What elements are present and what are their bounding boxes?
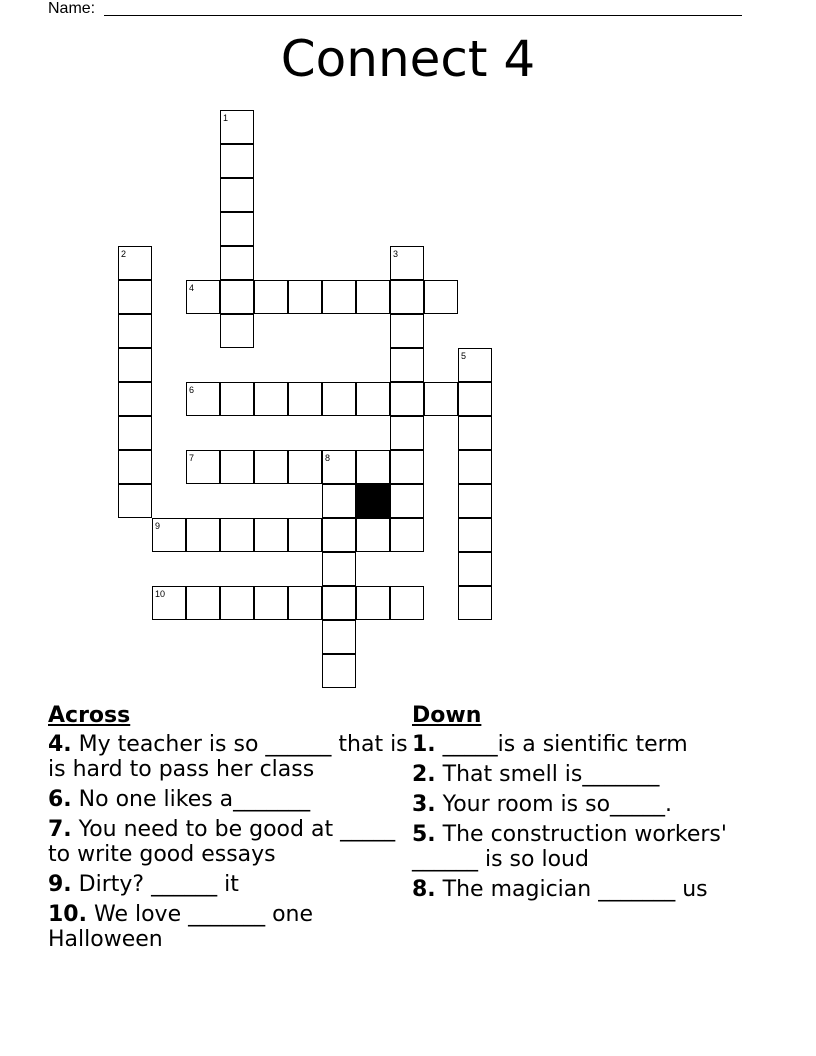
grid-cell[interactable]: [458, 348, 492, 382]
cell-number: 3: [393, 249, 399, 259]
cell-number: 7: [189, 453, 195, 463]
grid-cell[interactable]: [424, 280, 458, 314]
grid-cell[interactable]: [220, 314, 254, 348]
clue-item: [48, 902, 408, 952]
grid-cell[interactable]: [152, 586, 186, 620]
grid-cell[interactable]: [254, 450, 288, 484]
grid-cell[interactable]: [390, 348, 424, 382]
clue-item: [48, 787, 408, 812]
clue-text: We love _______ one Halloween: [48, 902, 314, 952]
grid-cell[interactable]: [254, 518, 288, 552]
cell-number: 1: [223, 113, 229, 123]
grid-cell[interactable]: [322, 518, 356, 552]
grid-cell[interactable]: [186, 586, 220, 620]
grid-cell[interactable]: [322, 552, 356, 586]
grid-cell[interactable]: [118, 382, 152, 416]
grid-cell[interactable]: [458, 416, 492, 450]
grid-cell[interactable]: [186, 518, 220, 552]
grid-cell[interactable]: [220, 518, 254, 552]
clue-number: 4.: [48, 732, 72, 757]
grid-cell[interactable]: [322, 280, 356, 314]
grid-cell[interactable]: [390, 382, 424, 416]
clue-text: No one likes a_______: [78, 787, 311, 812]
grid-cell[interactable]: [390, 416, 424, 450]
grid-cell[interactable]: [424, 382, 458, 416]
grid-cell[interactable]: [118, 314, 152, 348]
grid-cell[interactable]: [390, 484, 424, 518]
grid-cell[interactable]: [390, 586, 424, 620]
grid-cell[interactable]: [254, 280, 288, 314]
grid-cell[interactable]: [390, 314, 424, 348]
clue-text: That smell is_______: [442, 762, 660, 787]
clue-item: [412, 762, 772, 787]
grid-cell[interactable]: [288, 382, 322, 416]
grid-cell[interactable]: [254, 586, 288, 620]
grid-cell[interactable]: [118, 246, 152, 280]
clue-text: Your room is so_____.: [442, 792, 673, 817]
grid-cell[interactable]: [118, 450, 152, 484]
grid-cell[interactable]: [322, 620, 356, 654]
clue-text: Dirty? ______ it: [78, 872, 239, 897]
grid-cell[interactable]: [220, 110, 254, 144]
grid-cell[interactable]: [118, 348, 152, 382]
grid-cell[interactable]: [288, 518, 322, 552]
clue-item: [48, 872, 408, 897]
grid-cell[interactable]: [458, 586, 492, 620]
clue-list: [48, 732, 408, 952]
grid-cell[interactable]: [220, 246, 254, 280]
clue-number: 6.: [48, 787, 72, 812]
clue-text: The magician _______ us: [442, 877, 708, 902]
grid-cell[interactable]: [152, 518, 186, 552]
black-cell: [356, 484, 390, 518]
clue-item: [48, 732, 408, 782]
grid-cell[interactable]: [288, 586, 322, 620]
cell-number: 9: [155, 521, 161, 531]
grid-cell[interactable]: [390, 246, 424, 280]
grid-cell[interactable]: [288, 280, 322, 314]
grid-cell[interactable]: [118, 280, 152, 314]
grid-cell[interactable]: [186, 280, 220, 314]
grid-cell[interactable]: [458, 450, 492, 484]
grid-cell[interactable]: [322, 484, 356, 518]
clue-item: [412, 877, 772, 902]
grid-cell[interactable]: [356, 382, 390, 416]
down-heading: Down: [412, 703, 482, 728]
clue-number: 8.: [412, 877, 436, 902]
clue-number: 10.: [48, 902, 87, 927]
clue-number: 3.: [412, 792, 436, 817]
grid-cell[interactable]: [288, 450, 322, 484]
clue-list: [412, 732, 772, 902]
grid-cell[interactable]: [254, 382, 288, 416]
cell-number: 6: [189, 385, 195, 395]
grid-cell[interactable]: [220, 178, 254, 212]
clue-number: 1.: [412, 732, 436, 757]
cell-number: 2: [121, 249, 127, 259]
clue-item: [412, 732, 772, 757]
down-clues: [412, 703, 772, 907]
clue-number: 9.: [48, 872, 72, 897]
grid-cell[interactable]: [322, 586, 356, 620]
clue-text: The construction workers' ______ is so loud: [412, 822, 727, 872]
across-heading: Across: [48, 703, 131, 728]
page-title: Connect 4: [280, 30, 536, 88]
grid-cell[interactable]: [220, 382, 254, 416]
grid-cell[interactable]: [118, 416, 152, 450]
grid-cell[interactable]: [356, 450, 390, 484]
grid-cell[interactable]: [220, 212, 254, 246]
clue-text: My teacher is so ______ that is is hard to pass her class: [48, 732, 408, 782]
clue-text: You need to be good at _____ to write good essays: [48, 817, 396, 867]
cell-number: 10: [155, 589, 166, 599]
grid-cell[interactable]: [220, 450, 254, 484]
grid-cell[interactable]: [220, 280, 254, 314]
cell-number: 8: [325, 453, 331, 463]
clue-number: 5.: [412, 822, 436, 847]
grid-cell[interactable]: [220, 144, 254, 178]
name-label: Name:: [48, 0, 96, 17]
clue-item: [412, 822, 772, 872]
grid-cell[interactable]: [458, 552, 492, 586]
grid-cell[interactable]: [118, 484, 152, 518]
grid-cell[interactable]: [458, 518, 492, 552]
grid-cell[interactable]: [356, 518, 390, 552]
clue-item: [48, 817, 408, 867]
grid-cell[interactable]: [322, 382, 356, 416]
grid-cell[interactable]: [220, 586, 254, 620]
cell-number: 4: [189, 283, 195, 293]
grid-cell[interactable]: [458, 484, 492, 518]
grid-cell[interactable]: [356, 586, 390, 620]
grid-cell[interactable]: [322, 450, 356, 484]
grid-cell[interactable]: [356, 280, 390, 314]
across-clues: [48, 703, 408, 957]
grid-cell[interactable]: [322, 654, 356, 688]
clue-item: [412, 792, 772, 817]
grid-cell[interactable]: [390, 450, 424, 484]
grid-cell[interactable]: [390, 280, 424, 314]
grid-cell[interactable]: [458, 382, 492, 416]
grid-cell[interactable]: [186, 382, 220, 416]
grid-cell[interactable]: [186, 450, 220, 484]
clue-text: _____is a sientific term: [442, 732, 688, 757]
clue-number: 2.: [412, 762, 436, 787]
clue-number: 7.: [48, 817, 72, 842]
grid-cell[interactable]: [390, 518, 424, 552]
cell-number: 5: [461, 351, 467, 361]
